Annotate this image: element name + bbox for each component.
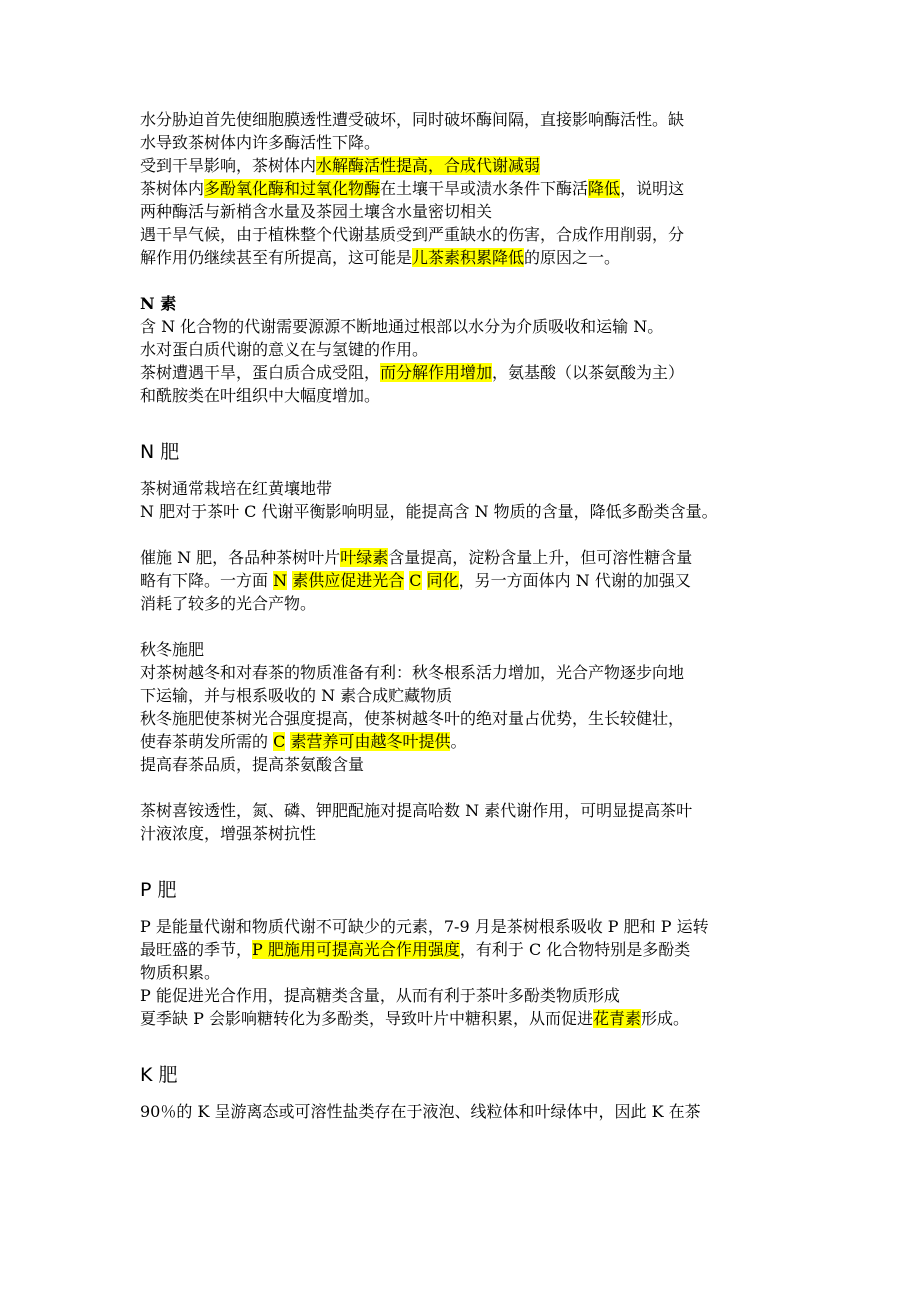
text-run: 解作用仍继续甚至有所提高，这可能是 (140, 248, 413, 267)
section-heading: N 素 (140, 294, 177, 313)
text-run: 略有下降。一方面 (140, 571, 274, 590)
text-run: 最旺盛的季节， (140, 940, 253, 959)
paragraph-line (140, 246, 795, 269)
highlight: 叶绿素 (340, 548, 389, 567)
highlight: 同化 (426, 571, 459, 590)
paragraph-line: P 能促进光合作用，提高糖类含量，从而有利于茶叶多酚类物质形成 (140, 986, 620, 1005)
section-p-fertilizer (140, 877, 795, 1030)
highlight: N (273, 571, 288, 590)
highlight: C (409, 571, 422, 590)
paragraph-line (140, 546, 795, 569)
section-heading: N 肥 (140, 441, 180, 463)
paragraph-line (140, 569, 795, 592)
paragraph-line: 秋冬施肥 (140, 640, 205, 659)
paragraph-line: 提高春茶品质，提高茶氨酸含量 (140, 755, 365, 774)
text-run: 的原因之一。 (524, 248, 621, 267)
section-water-stress (140, 108, 795, 269)
paragraph-line: 秋冬施肥使茶树光合强度提高，使茶树越冬叶的绝对量占优势，生长较健壮， (140, 709, 685, 728)
highlight: 儿茶素积累降低 (412, 248, 525, 267)
paragraph-line: 下运输，并与根系吸收的 N 素合成贮藏物质 (140, 686, 453, 705)
paragraph-line: 和酰胺类在叶组织中大幅度增加。 (140, 386, 381, 405)
paragraph-line: 汁液浓度，增强茶树抗性 (140, 824, 317, 843)
paragraph-line (140, 730, 795, 753)
paragraph-line: 茶树喜铵透性，氮、磷、钾肥配施对提高哈数 N 素代谢作用，可明显提高茶叶 (140, 801, 693, 820)
document-page (140, 108, 795, 1123)
section-n-fertilizer (140, 439, 795, 845)
text-run: ，说明这 (620, 179, 685, 198)
text-run: ，氨基酸（以茶氨酸为主） (492, 363, 685, 382)
paragraph-line: 茶树通常栽培在红黄壤地带 (140, 479, 333, 498)
text-run (422, 571, 427, 590)
text-run: 使春茶萌发所需的 (140, 732, 274, 751)
paragraph-line (140, 177, 795, 200)
text-run: 含量提高，淀粉含量上升，但可溶性糖含量 (388, 548, 693, 567)
section-heading: K 肥 (140, 1064, 178, 1086)
text-run: 受到干旱影响，茶树体内 (140, 156, 317, 175)
paragraph-line: 两种酶活与新梢含水量及茶园土壤含水量密切相关 (140, 202, 493, 221)
paragraph-line: 物质积累。 (140, 963, 221, 982)
paragraph-line (140, 154, 795, 177)
text-run: 形成。 (640, 1009, 689, 1028)
highlight: 多酚氧化酶和过氧化物酶 (204, 179, 381, 198)
text-run: ，另一方面体内 N 代谢的加强又 (458, 571, 691, 590)
paragraph-line: 水导致茶树体内许多酶活性下降。 (140, 133, 381, 152)
highlight: 而分解作用增加 (380, 363, 493, 382)
highlight: 水解酶活性提高，合成代谢减弱 (316, 156, 541, 175)
section-k-fertilizer (140, 1062, 795, 1123)
paragraph-line: N 肥对于茶叶 C 代谢平衡影响明显，能提高含 N 物质的含量，降低多酚类含量。 (140, 502, 718, 521)
text-run: 夏季缺 P 会影响糖转化为多酚类，导致叶片中糖积累，从而促进 (140, 1009, 593, 1028)
highlight: 素供应促进光合 (292, 571, 405, 590)
text-run: 。 (450, 732, 467, 751)
highlight: P 肥施用可提高光合作用强度 (252, 940, 460, 959)
paragraph-line: 水分胁迫首先使细胞膜透性遭受破坏，同时破坏酶间隔，直接影响酶活性。缺 (140, 110, 685, 129)
paragraph-line: 对茶树越冬和对春茶的物质准备有利：秋冬根系活力增加，光合产物逐步向地 (140, 663, 685, 682)
text-run: 在土壤干旱或渍水条件下酶活 (380, 179, 589, 198)
paragraph-line: P 是能量代谢和物质代谢不可缺少的元素，7-9 月是茶树根系吸收 P 肥和 P 运转 (140, 917, 709, 936)
paragraph-line: 水对蛋白质代谢的意义在与氢键的作用。 (140, 340, 429, 359)
paragraph-line: 90％的 K 呈游离态或可溶性盐类存在于液泡、线粒体和叶绿体中，因此 K 在茶 (140, 1102, 701, 1121)
section-heading: P 肥 (140, 879, 177, 901)
text-run: ，有利于 C 化合物特别是多酚类 (459, 940, 691, 959)
paragraph-line: 消耗了较多的光合产物。 (140, 594, 317, 613)
section-n-element (140, 292, 795, 407)
highlight: C (273, 732, 286, 751)
highlight: 降低 (588, 179, 621, 198)
paragraph-line (140, 1007, 795, 1030)
paragraph-line (140, 938, 795, 961)
text-run: 茶树遭遇干旱，蛋白质合成受阻， (140, 363, 381, 382)
text-run: 催施 N 肥，各品种茶树叶片 (140, 548, 341, 567)
highlight: 素营养可由越冬叶提供 (290, 732, 451, 751)
highlight: 花青素 (592, 1009, 641, 1028)
paragraph-line: 含 N 化合物的代谢需要源源不断地通过根部以水分为介质吸收和运输 N。 (140, 317, 664, 336)
paragraph-line (140, 361, 795, 384)
paragraph-line: 遇干旱气候，由于植株整个代谢基质受到严重缺水的伤害，合成作用削弱，分 (140, 225, 685, 244)
text-run: 茶树体内 (140, 179, 205, 198)
